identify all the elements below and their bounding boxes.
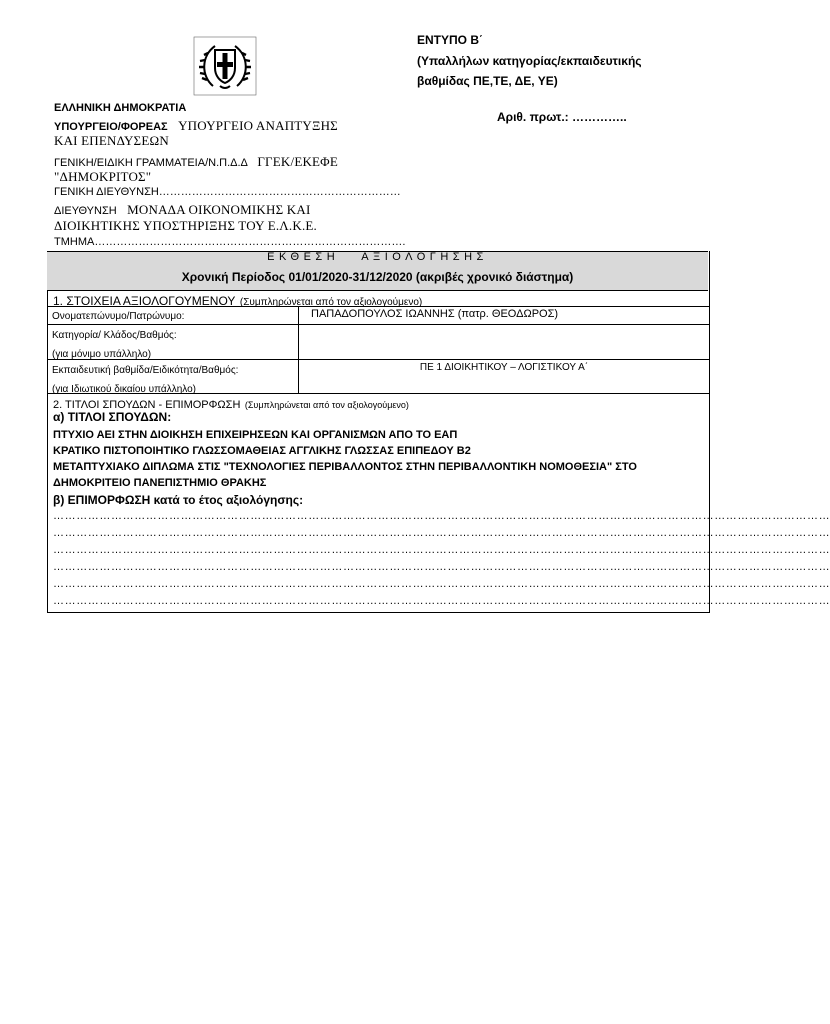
table-row	[47, 306, 299, 325]
employee-name-value: ΠΑΠΑΔΟΠΟΥΛΟΣ ΙΩΑΝΝΗΣ (πατρ. ΘΕΟΔΩΡΟΣ)	[311, 308, 559, 320]
education-level-value: ΠΕ 1 ΔΙΟΙΚΗΤΙΚΟΥ – ΛΟΓΙΣΤΙΚΟΥ Α΄	[419, 362, 589, 373]
table-row	[47, 359, 299, 394]
study-item: ΠΤΥΧΙΟ ΑΕΙ ΣΤΗΝ ΔΙΟΙΚΗΣΗ ΕΠΙΧΕΙΡΗΣΕΩΝ ΚΑΙ ΟΡΓΑΝΙΣΜΩΝ ΑΠΟ ΤΟ ΕΑΠ	[53, 429, 458, 441]
secretariat-value-cont: "ΔΗΜΟΚΡΙΤΟΣ"	[54, 169, 152, 184]
employee-category-line-2: βαθμίδας ΠΕ,ΤΕ, ΔΕ, ΥΕ)	[417, 74, 558, 88]
study-item: ΔΗΜΟΚΡΙΤΕΙΟ ΠΑΝΕΠΙΣΤΗΜΙΟ ΘΡΑΚΗΣ	[53, 477, 267, 489]
row-sublabel: (για μόνιμο υπάλληλο)	[52, 349, 152, 360]
studies-heading: α) ΤΙΤΛΟΙ ΣΠΟΥΔΩΝ:	[53, 410, 172, 424]
row-sublabel: (για Ιδιωτικού δικαίου υπάλληλο)	[52, 384, 196, 395]
dotted-line: …………………………………………………………………………………………………………………………………………………………………………………	[53, 527, 830, 539]
dotted-line: …………………………………………………………………………………………………………………………………………………………………………………	[53, 595, 830, 607]
row-label: Εκπαιδευτική βαθμίδα/Ειδικότητα/Βαθμός:	[52, 365, 239, 376]
dotted-line: …………………………………………………………………………………………………………………………………………………………………………………	[53, 561, 830, 573]
protocol-number: Αριθ. πρωτ.: …………..	[497, 110, 627, 124]
report-period: Χρονική Περίοδος 01/01/2020-31/12/2020 (ακριβές χρονικό διάστημα)	[181, 270, 574, 284]
section-2-note: (Συμπληρώνεται από τον αξιολογούμενο)	[244, 400, 409, 410]
secretariat-label: ΓΕΝΙΚΗ/ΕΙΔΙΚΗ ΓΡΑΜΜΑΤΕΙΑ/Ν.Π.Δ.Δ	[54, 157, 248, 169]
directorate-value: ΜΟΝΑΔΑ ΟΙΚΟΝΟΜΙΚΗΣ ΚΑΙ	[127, 202, 311, 217]
greek-coat-of-arms-icon	[193, 36, 257, 96]
report-title: ΕΚΘΕΣΗ ΑΞΙΟΛΟΓΗΣΗΣ	[267, 251, 488, 263]
table-cell-value	[298, 359, 710, 394]
table-cell-value	[298, 306, 710, 325]
directorate-value-cont: ΔΙΟΙΚΗΤΙΚΗΣ ΥΠΟΣΤΗΡΙΞΗΣ ΤΟΥ Ε.Λ.Κ.Ε.	[54, 218, 318, 233]
ministry-value-cont: ΚΑΙ ΕΠΕΝΔΥΣΕΩΝ	[54, 133, 169, 148]
general-directorate: ΓΕΝΙΚΗ ΔΙΕΥΘΥΝΣΗ…………………………………………………………	[54, 186, 401, 198]
form-code: ΕΝΤΥΠΟ Β΄	[417, 33, 483, 47]
row-label: Ονοματεπώνυμο/Πατρώνυμο:	[52, 311, 185, 322]
study-item: ΜΕΤΑΠΤΥΧΙΑΚΟ ΔΙΠΛΩΜΑ ΣΤΙΣ "ΤΕΧΝΟΛΟΓΙΕΣ ΠΕΡΙΒΑΛΛΟΝΤΟΣ ΣΤΗΝ ΠΕΡΙΒΑΛΛΟΝΤΙΚΗ ΝΟΜΟΘΕΣΙΑ" ΣΤΟ	[53, 461, 637, 473]
republic-label: ΕΛΛΗΝΙΚΗ ΔΗΜΟΚΡΑΤΙΑ	[54, 102, 187, 114]
dotted-line: …………………………………………………………………………………………………………………………………………………………………………………	[53, 578, 830, 590]
department: ΤΜΗΜΑ………………………………………………………………………….	[54, 236, 406, 248]
dotted-line: …………………………………………………………………………………………………………………………………………………………………………………	[53, 544, 830, 556]
study-item: ΚΡΑΤΙΚΟ ΠΙΣΤΟΠΟΙΗΤΙΚΟ ΓΛΩΣΣΟΜΑΘΕΙΑΣ ΑΓΓΛΙΚΗΣ ΓΛΩΣΣΑΣ ΕΠΙΠΕΔΟΥ Β2	[53, 445, 471, 457]
directorate-label: ΔΙΕΥΘΥΝΣΗ	[54, 205, 117, 217]
table-row	[47, 324, 299, 360]
section-1-note: (Συμπληρώνεται από τον αξιολογούμενο)	[239, 297, 423, 308]
dotted-line: …………………………………………………………………………………………………………………………………………………………………………………	[53, 510, 830, 522]
table-cell-value	[298, 324, 710, 360]
secretariat-value: ΓΓΕΚ/ΕΚΕΦΕ	[257, 154, 339, 169]
ministry-label: ΥΠΟΥΡΓΕΙΟ/ΦΟΡΕΑΣ	[54, 121, 168, 133]
directorate-row	[54, 201, 311, 219]
employee-category-line-1: (Υπαλλήλων κατηγορίας/εκπαιδευτικής	[417, 54, 642, 68]
table-bottom-border	[47, 612, 710, 613]
training-heading: β) ΕΠΙΜΟΡΦΩΣΗ κατά το έτος αξιολόγησης:	[53, 493, 304, 507]
ministry-value: ΥΠΟΥΡΓΕΙΟ ΑΝΑΠΤΥΞΗΣ	[178, 118, 338, 133]
row-label: Κατηγορία/ Κλάδος/Βαθμός:	[52, 330, 177, 341]
section-2-title: 2. ΤΙΤΛΟΙ ΣΠΟΥΔΩΝ - ΕΠΙΜΟΡΦΩΣΗ	[53, 399, 241, 411]
section-1-title: 1. ΣΤΟΙΧΕΙΑ ΑΞΙΟΛΟΓΟΥΜΕΝΟΥ	[53, 294, 236, 308]
